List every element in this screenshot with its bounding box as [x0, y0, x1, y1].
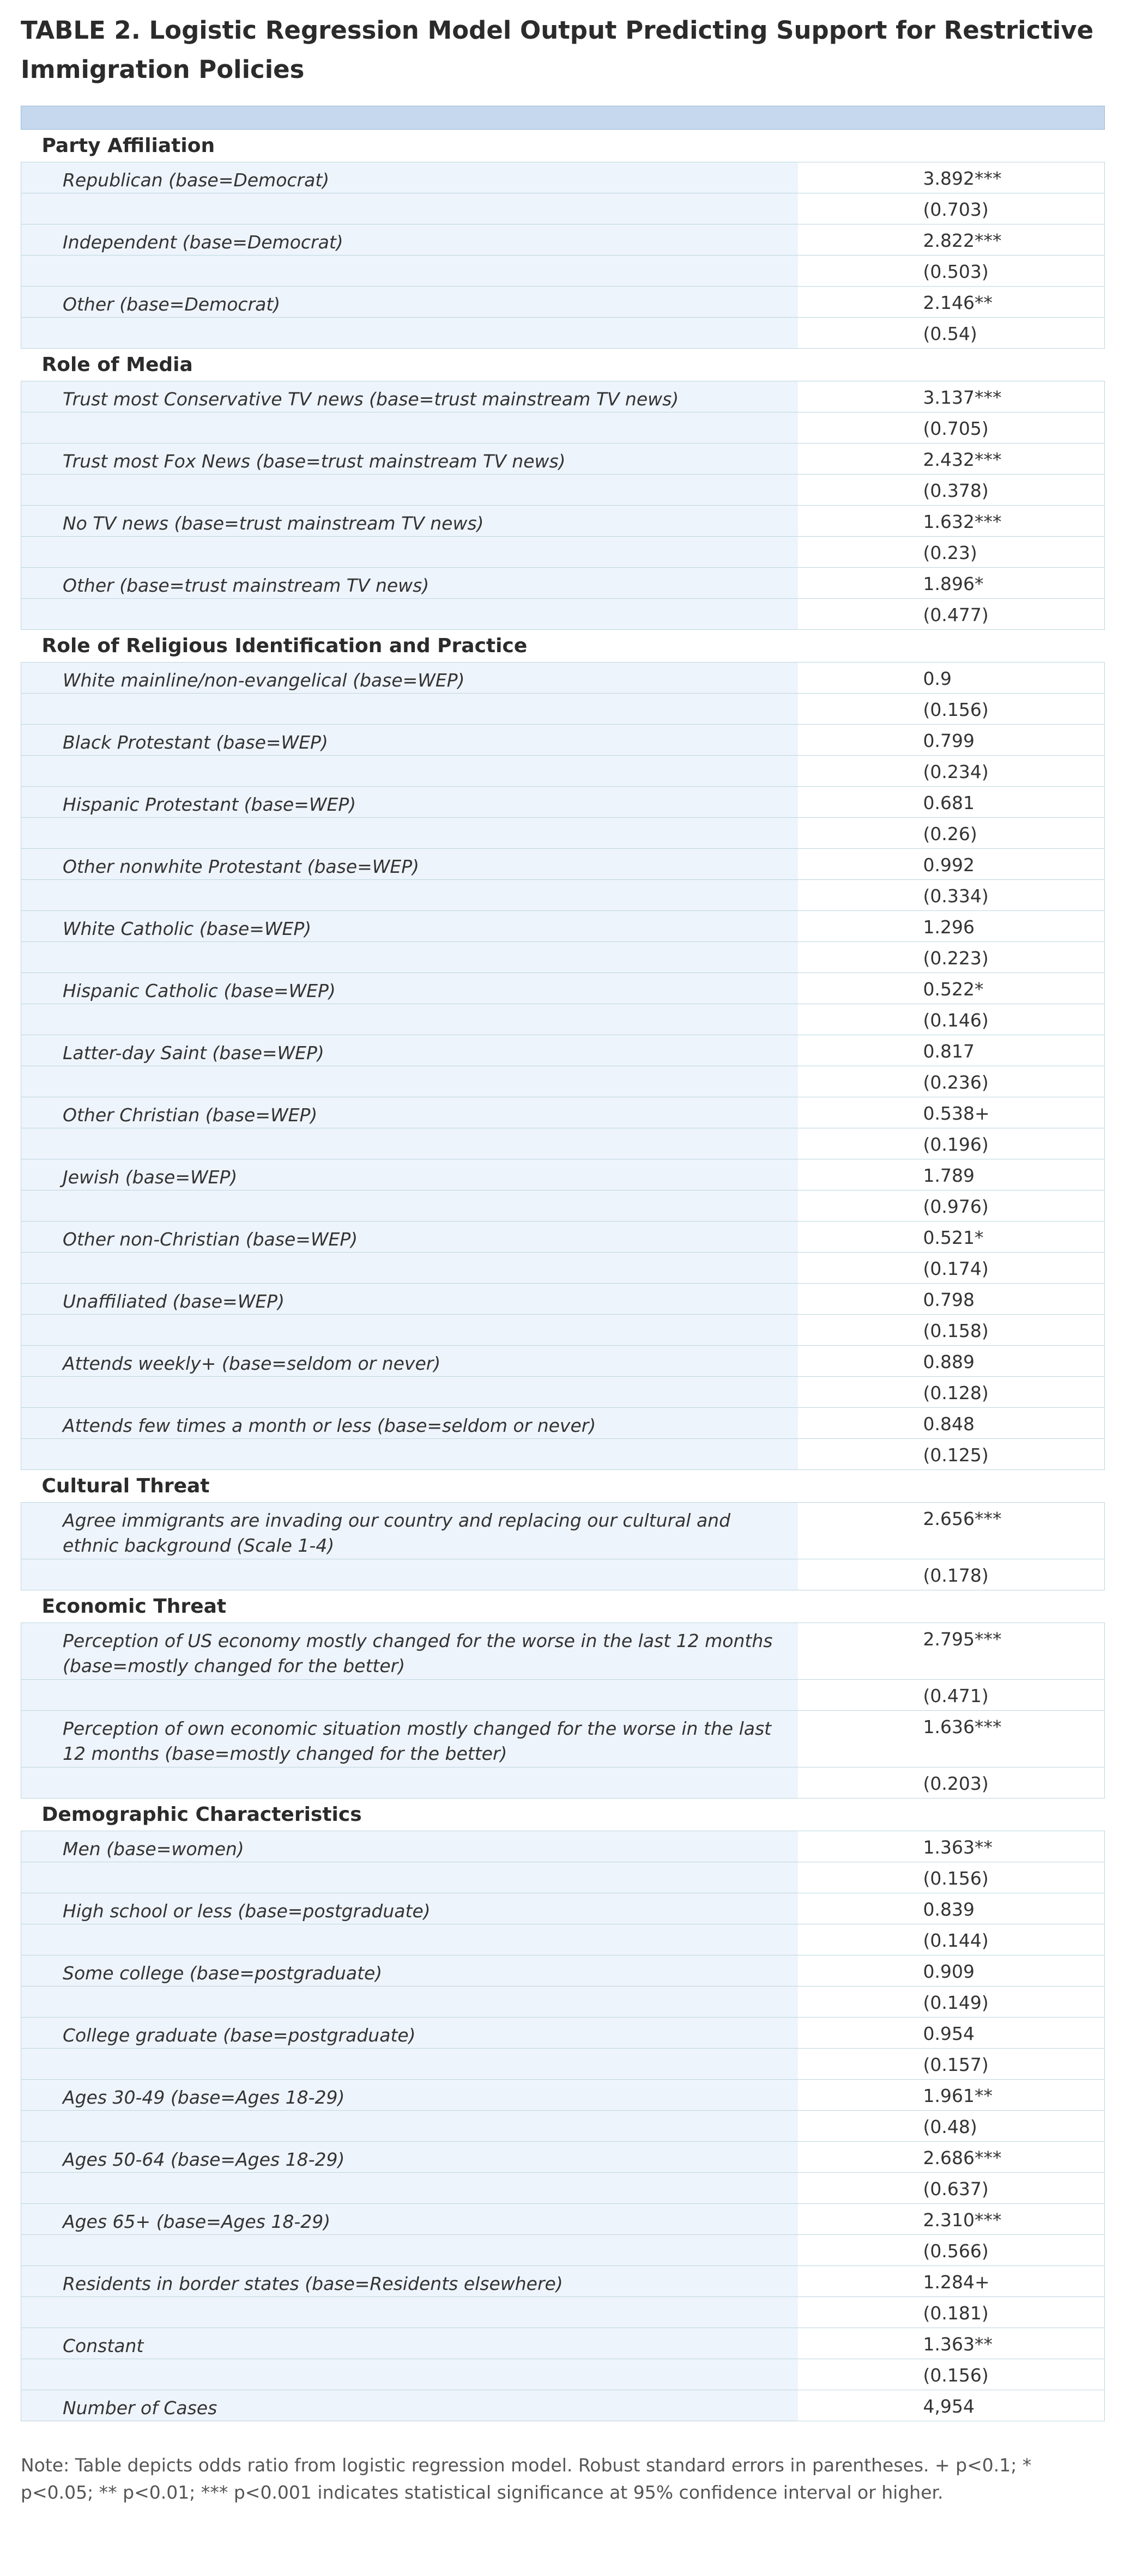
odds-ratio-value: 0.909 — [798, 1955, 1105, 1986]
variable-label: Ages 65+ (base=Ages 18-29) — [21, 2204, 798, 2235]
variable-label: Constant — [21, 2328, 798, 2359]
section-header-row — [21, 1470, 1105, 1503]
table-row — [21, 1159, 1105, 1190]
table-row — [21, 1439, 1105, 1470]
standard-error-value: (0.236) — [798, 1066, 1105, 1097]
standard-error-value: (0.566) — [798, 2235, 1105, 2266]
odds-ratio-value: 1.896* — [798, 568, 1105, 599]
variable-label-empty — [21, 1190, 798, 1222]
variable-label: White mainline/non-evangelical (base=WEP) — [21, 663, 798, 694]
variable-label: Other nonwhite Protestant (base=WEP) — [21, 849, 798, 880]
variable-label-empty — [21, 475, 798, 506]
table-container — [21, 11, 1104, 2506]
table-row — [21, 2080, 1105, 2111]
variable-label-empty — [21, 1862, 798, 1893]
variable-label-empty — [21, 2111, 798, 2142]
variable-label-empty — [21, 412, 798, 443]
table-row — [21, 2173, 1105, 2204]
standard-error-value: (0.156) — [798, 1862, 1105, 1893]
standard-error-value: (0.223) — [798, 942, 1105, 973]
odds-ratio-value: 2.146** — [798, 287, 1105, 318]
table-row — [21, 1190, 1105, 1222]
variable-label: Ages 50-64 (base=Ages 18-29) — [21, 2142, 798, 2173]
table-row — [21, 2018, 1105, 2049]
table-row — [21, 193, 1105, 224]
standard-error-value: (0.157) — [798, 2049, 1105, 2080]
table-row — [21, 2359, 1105, 2390]
odds-ratio-value: 0.954 — [798, 2018, 1105, 2049]
standard-error-value: (0.125) — [798, 1439, 1105, 1470]
variable-label: Agree immigrants are invading our country and replacing our cultural and ethnic background (Scale 1-4) — [21, 1503, 798, 1559]
table-note: Note: Table depicts odds ratio from logistic regression model. Robust standard errors in parentheses. + p<0.1; * p<0.05; ** p<0.01; *** p<0.001 indicates statistical significance at 95% confidence interval or higher. — [21, 2455, 1032, 2503]
odds-ratio-value: 0.839 — [798, 1893, 1105, 1924]
table-row — [21, 1623, 1105, 1680]
table-row — [21, 849, 1105, 880]
table-row — [21, 2297, 1105, 2328]
table-row — [21, 599, 1105, 630]
variable-label: Attends weekly+ (base=seldom or never) — [21, 1346, 798, 1377]
odds-ratio-value: 1.296 — [798, 911, 1105, 942]
table-row — [21, 973, 1105, 1004]
variable-label-empty — [21, 1066, 798, 1097]
variable-label-empty — [21, 599, 798, 630]
standard-error-value: (0.149) — [798, 1986, 1105, 2018]
table-row — [21, 1284, 1105, 1315]
section-header: Role of Media — [21, 349, 1105, 381]
variable-label-empty — [21, 1767, 798, 1799]
table-row — [21, 942, 1105, 973]
odds-ratio-value: 3.137*** — [798, 381, 1105, 412]
variable-label: Perception of US economy mostly changed for the worse in the last 12 months (base=mostly changed for the better) — [21, 1623, 798, 1680]
standard-error-value: (0.156) — [798, 694, 1105, 725]
odds-ratio-value: 0.799 — [798, 725, 1105, 756]
regression-table-body — [21, 106, 1105, 2421]
table-row — [21, 1924, 1105, 1955]
standard-error-value: (0.334) — [798, 880, 1105, 911]
table-row — [21, 412, 1105, 443]
variable-label-empty — [21, 1377, 798, 1408]
regression-table — [21, 106, 1105, 2421]
odds-ratio-value: 2.686*** — [798, 2142, 1105, 2173]
variable-label: College graduate (base=postgraduate) — [21, 2018, 798, 2049]
odds-ratio-value: 1.284+ — [798, 2266, 1105, 2297]
variable-label-empty — [21, 694, 798, 725]
variable-label-empty — [21, 193, 798, 224]
table-row — [21, 1035, 1105, 1066]
odds-ratio-value: 0.681 — [798, 787, 1105, 818]
variable-label-empty — [21, 1128, 798, 1159]
standard-error-value: (0.128) — [798, 1377, 1105, 1408]
standard-error-value: (0.705) — [798, 412, 1105, 443]
standard-error-value: (0.976) — [798, 1190, 1105, 1222]
variable-label-empty — [21, 942, 798, 973]
variable-label: Trust most Conservative TV news (base=trust mainstream TV news) — [21, 381, 798, 412]
table-row — [21, 1955, 1105, 1986]
table-row — [21, 1128, 1105, 1159]
table-row — [21, 1253, 1105, 1284]
table-row — [21, 725, 1105, 756]
variable-label-empty — [21, 537, 798, 568]
standard-error-value: (0.203) — [798, 1767, 1105, 1799]
section-header-row — [21, 349, 1105, 381]
table-header-band — [21, 106, 1105, 130]
section-header: Economic Threat — [21, 1590, 1105, 1623]
variable-label: Perception of own economic situation mostly changed for the worse in the last 12 months (base=mostly changed for the better) — [21, 1711, 798, 1767]
table-row — [21, 787, 1105, 818]
variable-label-empty — [21, 880, 798, 911]
table-row — [21, 1503, 1105, 1559]
table-row — [21, 2204, 1105, 2235]
table-row — [21, 756, 1105, 787]
table-row — [21, 1767, 1105, 1799]
odds-ratio-value: 1.789 — [798, 1159, 1105, 1190]
variable-label: Attends few times a month or less (base=seldom or never) — [21, 1408, 798, 1439]
odds-ratio-value: 0.848 — [798, 1408, 1105, 1439]
standard-error-value: (0.174) — [798, 1253, 1105, 1284]
variable-label: White Catholic (base=WEP) — [21, 911, 798, 942]
standard-error-value: (0.158) — [798, 1315, 1105, 1346]
standard-error-value: (0.23) — [798, 537, 1105, 568]
number-of-cases-label: Number of Cases — [21, 2390, 798, 2421]
variable-label: Other non-Christian (base=WEP) — [21, 1222, 798, 1253]
variable-label-empty — [21, 2235, 798, 2266]
variable-label: No TV news (base=trust mainstream TV news) — [21, 506, 798, 537]
variable-label-empty — [21, 1924, 798, 1955]
section-header: Cultural Threat — [21, 1470, 1105, 1503]
table-row — [21, 475, 1105, 506]
table-row — [21, 1862, 1105, 1893]
odds-ratio-value: 1.632*** — [798, 506, 1105, 537]
table-row — [21, 256, 1105, 287]
table-row — [21, 1315, 1105, 1346]
number-of-cases-value: 4,954 — [798, 2390, 1105, 2421]
standard-error-value: (0.26) — [798, 818, 1105, 849]
table-row — [21, 224, 1105, 256]
table-row — [21, 2235, 1105, 2266]
variable-label: Other (base=trust mainstream TV news) — [21, 568, 798, 599]
table-row — [21, 1377, 1105, 1408]
odds-ratio-value: 2.822*** — [798, 224, 1105, 256]
odds-ratio-value: 0.522* — [798, 973, 1105, 1004]
table-row — [21, 1986, 1105, 2018]
odds-ratio-value: 1.636*** — [798, 1711, 1105, 1767]
standard-error-value: (0.156) — [798, 2359, 1105, 2390]
table-row — [21, 1222, 1105, 1253]
standard-error-value: (0.477) — [798, 599, 1105, 630]
variable-label-empty — [21, 2173, 798, 2204]
variable-label: Trust most Fox News (base=trust mainstream TV news) — [21, 443, 798, 475]
variable-label: Independent (base=Democrat) — [21, 224, 798, 256]
table-title: TABLE 2. Logistic Regression Model Output Predicting Support for Restrictive Immigration Policies — [21, 16, 1094, 84]
variable-label: Ages 30-49 (base=Ages 18-29) — [21, 2080, 798, 2111]
table-row — [21, 1680, 1105, 1711]
variable-label: Some college (base=postgraduate) — [21, 1955, 798, 1986]
table-row — [21, 1097, 1105, 1128]
odds-ratio-value: 0.889 — [798, 1346, 1105, 1377]
variable-label: High school or less (base=postgraduate) — [21, 1893, 798, 1924]
variable-label: Republican (base=Democrat) — [21, 162, 798, 193]
standard-error-value: (0.54) — [798, 318, 1105, 349]
variable-label-empty — [21, 256, 798, 287]
table-row — [21, 1711, 1105, 1767]
standard-error-value: (0.178) — [798, 1559, 1105, 1590]
variable-label-empty — [21, 2359, 798, 2390]
variable-label: Men (base=women) — [21, 1831, 798, 1862]
odds-ratio-value: 1.363** — [798, 2328, 1105, 2359]
table-row — [21, 162, 1105, 193]
odds-ratio-value: 0.521* — [798, 1222, 1105, 1253]
table-row — [21, 818, 1105, 849]
odds-ratio-value: 0.992 — [798, 849, 1105, 880]
table-row — [21, 287, 1105, 318]
variable-label: Latter-day Saint (base=WEP) — [21, 1035, 798, 1066]
variable-label-empty — [21, 1004, 798, 1035]
section-header-row — [21, 630, 1105, 663]
table-row — [21, 2328, 1105, 2359]
standard-error-value: (0.196) — [798, 1128, 1105, 1159]
table-row — [21, 1346, 1105, 1377]
odds-ratio-value: 2.432*** — [798, 443, 1105, 475]
table-row — [21, 663, 1105, 694]
odds-ratio-value: 1.363** — [798, 1831, 1105, 1862]
table-row — [21, 1004, 1105, 1035]
variable-label: Jewish (base=WEP) — [21, 1159, 798, 1190]
odds-ratio-value: 2.795*** — [798, 1623, 1105, 1680]
table-row — [21, 911, 1105, 942]
table-row — [21, 2049, 1105, 2080]
odds-ratio-value: 2.310*** — [798, 2204, 1105, 2235]
table-row — [21, 2111, 1105, 2142]
table-row — [21, 381, 1105, 412]
standard-error-value: (0.378) — [798, 475, 1105, 506]
odds-ratio-value: 2.656*** — [798, 1503, 1105, 1559]
standard-error-value: (0.144) — [798, 1924, 1105, 1955]
variable-label: Other (base=Democrat) — [21, 287, 798, 318]
variable-label: Hispanic Protestant (base=WEP) — [21, 787, 798, 818]
section-header: Role of Religious Identification and Practice — [21, 630, 1105, 663]
table-row — [21, 1559, 1105, 1590]
table-row — [21, 1831, 1105, 1862]
table-row — [21, 880, 1105, 911]
variable-label-empty — [21, 2297, 798, 2328]
odds-ratio-value: 0.817 — [798, 1035, 1105, 1066]
table-row — [21, 694, 1105, 725]
section-header-row — [21, 130, 1105, 162]
table-row — [21, 1066, 1105, 1097]
variable-label: Unaffiliated (base=WEP) — [21, 1284, 798, 1315]
standard-error-value: (0.503) — [798, 256, 1105, 287]
odds-ratio-value: 1.961** — [798, 2080, 1105, 2111]
section-header: Demographic Characteristics — [21, 1799, 1105, 1831]
table-row — [21, 568, 1105, 599]
standard-error-value: (0.234) — [798, 756, 1105, 787]
variable-label-empty — [21, 2049, 798, 2080]
variable-label-empty — [21, 1680, 798, 1711]
table-row — [21, 2266, 1105, 2297]
table-row — [21, 318, 1105, 349]
variable-label: Hispanic Catholic (base=WEP) — [21, 973, 798, 1004]
section-header: Party Affiliation — [21, 130, 1105, 162]
variable-label-empty — [21, 1439, 798, 1470]
table-row — [21, 1408, 1105, 1439]
table-row — [21, 506, 1105, 537]
standard-error-value: (0.637) — [798, 2173, 1105, 2204]
table-row — [21, 1893, 1105, 1924]
table-row — [21, 537, 1105, 568]
variable-label-empty — [21, 1986, 798, 2018]
standard-error-value: (0.703) — [798, 193, 1105, 224]
variable-label-empty — [21, 1559, 798, 1590]
section-header-row — [21, 1590, 1105, 1623]
odds-ratio-value: 0.538+ — [798, 1097, 1105, 1128]
variable-label-empty — [21, 818, 798, 849]
variable-label-empty — [21, 756, 798, 787]
standard-error-value: (0.181) — [798, 2297, 1105, 2328]
odds-ratio-value: 0.9 — [798, 663, 1105, 694]
variable-label: Black Protestant (base=WEP) — [21, 725, 798, 756]
variable-label: Other Christian (base=WEP) — [21, 1097, 798, 1128]
odds-ratio-value: 3.892*** — [798, 162, 1105, 193]
variable-label-empty — [21, 1253, 798, 1284]
table-row — [21, 2142, 1105, 2173]
variable-label-empty — [21, 318, 798, 349]
variable-label-empty — [21, 1315, 798, 1346]
standard-error-value: (0.146) — [798, 1004, 1105, 1035]
table-row — [21, 443, 1105, 475]
number-of-cases-row — [21, 2390, 1105, 2421]
standard-error-value: (0.471) — [798, 1680, 1105, 1711]
section-header-row — [21, 1799, 1105, 1831]
standard-error-value: (0.48) — [798, 2111, 1105, 2142]
variable-label: Residents in border states (base=Residents elsewhere) — [21, 2266, 798, 2297]
odds-ratio-value: 0.798 — [798, 1284, 1105, 1315]
